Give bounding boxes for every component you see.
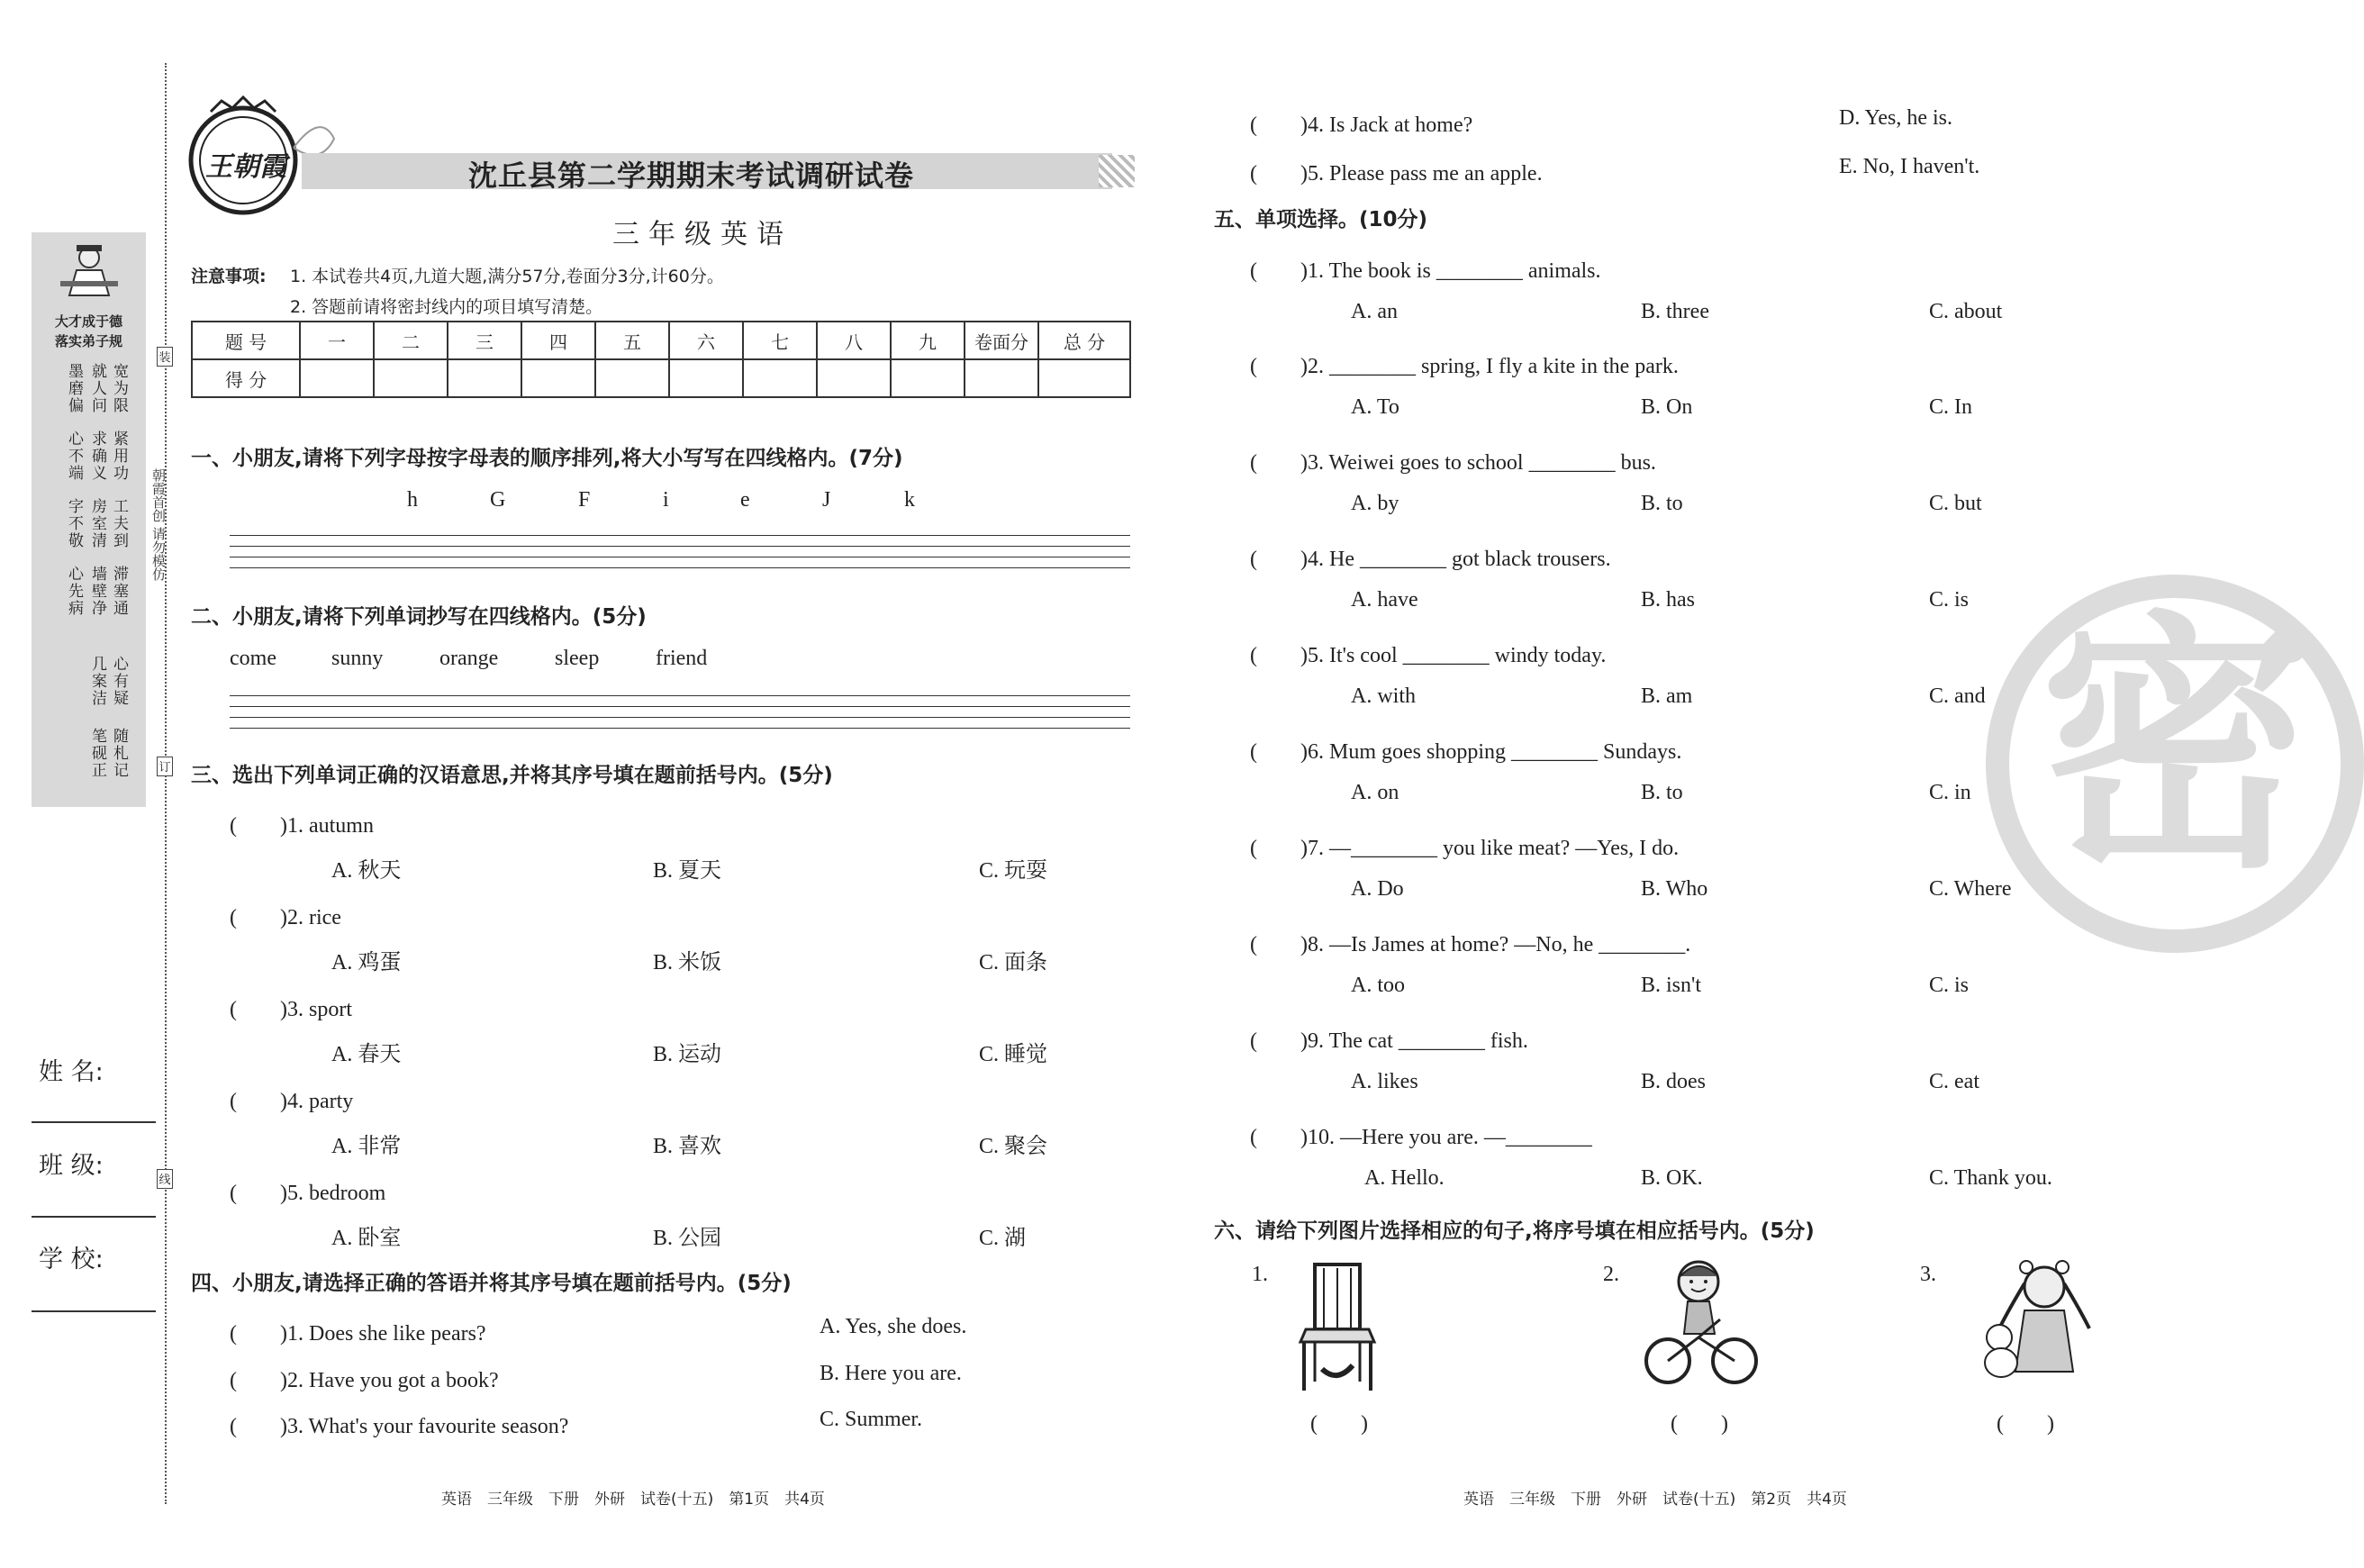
score-header: 九 <box>891 322 965 359</box>
s3-question[interactable]: ( )2. rice <box>230 906 341 929</box>
score-header: 二 <box>374 322 448 359</box>
motto-col: 心有疑 <box>110 656 128 707</box>
motto-col: 房室清 <box>88 498 106 549</box>
option-a: A. Hello. <box>1364 1166 1445 1190</box>
option-c: C. Thank you. <box>1929 1166 2052 1190</box>
s5-question[interactable]: ( )2. ________ spring, I fly a kite in the park. <box>1250 355 1679 378</box>
option-b: B. does <box>1641 1070 1706 1093</box>
school-label: 学 校: <box>39 1246 104 1273</box>
option-c: C. 玩耍 <box>979 859 1048 883</box>
option-c: C. 湖 <box>979 1227 1027 1250</box>
score-header: 六 <box>669 322 743 359</box>
motto-line-1: 大才成于德 <box>54 313 122 330</box>
word: friend <box>656 647 708 670</box>
option-a: A. Do <box>1351 877 1404 901</box>
s4-answer: B. Here you are. <box>820 1362 962 1385</box>
s5-question[interactable]: ( )1. The book is ________ animals. <box>1250 259 1601 283</box>
motto-col: 字不敬 <box>65 498 83 549</box>
option-b: B. 喜欢 <box>653 1135 722 1158</box>
picture-number: 1. <box>1252 1263 1268 1286</box>
option-c: C. in <box>1929 781 1971 804</box>
watermark-char: 密 <box>2040 590 2310 904</box>
motto-col: 墙壁净 <box>88 566 106 617</box>
score-cell[interactable] <box>374 359 448 397</box>
score-header: 七 <box>743 322 817 359</box>
option-b: B. has <box>1641 588 1695 612</box>
logo-text: 王朝霞 <box>205 151 286 183</box>
banner-pattern <box>1099 155 1135 187</box>
s4-question[interactable]: ( )3. What's your favourite season? <box>230 1415 569 1438</box>
option-c: C. Where <box>1929 877 2012 901</box>
seal-line <box>165 63 167 1504</box>
picture-number: 3. <box>1920 1263 1936 1286</box>
option-c: C. is <box>1929 588 1970 612</box>
motto-col: 求确义 <box>88 431 106 482</box>
section-6-title: 六、请给下列图片选择相应的句子,将序号填在相应括号内。(5分) <box>1214 1219 1815 1243</box>
motto-col: 墨磨偏 <box>65 363 83 414</box>
option-a: A. likes <box>1351 1070 1418 1093</box>
option-a: A. have <box>1351 588 1418 612</box>
motto-col: 心先病 <box>65 566 83 617</box>
s4-question[interactable]: ( )2. Have you got a book? <box>230 1369 499 1392</box>
binding-strip <box>32 232 146 807</box>
option-c: C. and <box>1929 684 1986 708</box>
motto-col: 心不端 <box>65 431 83 482</box>
option-b: B. three <box>1641 300 1709 323</box>
s3-question[interactable]: ( )5. bedroom <box>230 1182 386 1205</box>
score-row <box>192 359 1130 397</box>
option-b: B. 运动 <box>653 1043 722 1066</box>
s5-question[interactable]: ( )9. The cat ________ fish. <box>1250 1029 1528 1053</box>
motto-col: 滞塞通 <box>110 566 128 617</box>
option-b: B. to <box>1641 492 1683 515</box>
score-row-label: 得 分 <box>192 359 300 397</box>
option-a: A. too <box>1351 974 1405 997</box>
option-b: B. OK. <box>1641 1166 1703 1190</box>
score-table <box>191 321 1131 398</box>
motto-col: 随札记 <box>110 728 128 779</box>
school-field[interactable] <box>32 1310 156 1312</box>
s3-question[interactable]: ( )3. sport <box>230 998 352 1021</box>
option-a: A. by <box>1351 492 1399 515</box>
motto-col: 工夫到 <box>110 498 128 549</box>
score-cell[interactable] <box>448 359 521 397</box>
picture-1-blank[interactable]: ( ) <box>1310 1412 1368 1436</box>
bike-picture <box>1644 1256 1762 1391</box>
score-cell[interactable] <box>1038 359 1130 397</box>
word: come <box>230 647 276 670</box>
option-c: C. In <box>1929 395 1972 419</box>
option-c: C. is <box>1929 974 1970 997</box>
name-label: 姓 名: <box>39 1058 104 1086</box>
s5-question[interactable]: ( )3. Weiwei goes to school ________ bus. <box>1250 451 1656 475</box>
score-cell[interactable] <box>743 359 817 397</box>
option-b: B. Who <box>1641 877 1708 901</box>
teddy-picture <box>1972 1256 2107 1382</box>
motto-col: 宽为限 <box>110 363 128 414</box>
letter: F <box>578 488 591 512</box>
option-c: C. 面条 <box>979 951 1048 974</box>
score-header: 三 <box>448 322 521 359</box>
picture-3-blank[interactable]: ( ) <box>1997 1412 2054 1436</box>
score-header: 八 <box>817 322 891 359</box>
score-header: 四 <box>521 322 595 359</box>
option-a: A. To <box>1351 395 1399 419</box>
section-5-title: 五、单项选择。(10分) <box>1214 208 1428 231</box>
option-a: A. 非常 <box>331 1135 402 1158</box>
binding-mark: 线 <box>157 1169 173 1189</box>
note-line-1: 1. 本试卷共4页,九道大题,满分57分,卷面分3分,计60分。 <box>290 267 724 286</box>
s4-answer: E. No, I haven't. <box>1839 155 1980 178</box>
score-cell[interactable] <box>965 359 1038 397</box>
word: sleep <box>555 647 600 670</box>
brand-vertical: 朝霞首创 请勿模仿 <box>150 468 167 581</box>
word: orange <box>439 647 499 670</box>
score-cell[interactable] <box>817 359 891 397</box>
section-1-title: 一、小朋友,请将下列字母按字母表的顺序排列,将大小写写在四线格内。(7分) <box>191 447 903 470</box>
score-header-row <box>192 322 1130 359</box>
section-3-title: 三、选出下列单词正确的汉语意思,并将其序号填在题前括号内。(5分) <box>191 764 833 787</box>
class-label: 班 级: <box>39 1152 104 1180</box>
motto-col: 几案洁 <box>88 656 106 707</box>
score-cell[interactable] <box>300 359 374 397</box>
s5-question[interactable]: ( )8. —Is James at home? —No, he ________. <box>1250 933 1691 956</box>
option-c: C. about <box>1929 300 2003 323</box>
score-header: 总 分 <box>1038 322 1130 359</box>
scholar-icon <box>57 243 122 297</box>
option-c: C. 聚会 <box>979 1135 1048 1158</box>
s3-question[interactable]: ( )4. party <box>230 1090 354 1113</box>
option-a: A. 春天 <box>331 1043 402 1066</box>
section-2-title: 二、小朋友,请将下列单词抄写在四线格内。(5分) <box>191 605 647 629</box>
option-b: B. to <box>1641 781 1683 804</box>
motto-col: 笔砚正 <box>88 728 106 779</box>
option-b: B. am <box>1641 684 1693 708</box>
score-header: 一 <box>300 322 374 359</box>
score-header: 卷面分 <box>965 322 1038 359</box>
s5-question[interactable]: ( )5. It's cool ________ windy today. <box>1250 644 1607 667</box>
exam-subtitle: 三年级英语 <box>612 219 793 250</box>
letter: e <box>740 488 750 512</box>
score-header: 五 <box>595 322 669 359</box>
s4-answer: A. Yes, she does. <box>820 1315 967 1338</box>
option-a: A. with <box>1351 684 1416 708</box>
option-c: C. eat <box>1929 1070 1979 1093</box>
letter: J <box>822 488 831 512</box>
letter: G <box>490 488 506 512</box>
picture-2-blank[interactable]: ( ) <box>1671 1412 1728 1436</box>
option-b: B. 米饭 <box>653 951 722 974</box>
option-c: C. 睡觉 <box>979 1043 1048 1066</box>
motto-col: 紧用功 <box>110 431 128 482</box>
s3-question[interactable]: ( )1. autumn <box>230 814 374 838</box>
score-cell[interactable] <box>669 359 743 397</box>
s4-question[interactable]: ( )4. Is Jack at home? <box>1250 113 1473 137</box>
s4-answer: D. Yes, he is. <box>1839 106 1953 130</box>
page-footer-left: 英语 三年级 下册 外研 试卷(十五) 第1页 共4页 <box>441 1491 825 1509</box>
option-a: A. on <box>1351 781 1399 804</box>
option-b: B. On <box>1641 395 1693 419</box>
name-field[interactable] <box>32 1121 156 1123</box>
notes-label: 注意事项: <box>191 267 267 286</box>
option-a: A. 鸡蛋 <box>331 951 402 974</box>
letter: i <box>663 488 669 512</box>
letter: k <box>904 488 915 512</box>
option-a: A. an <box>1351 300 1398 323</box>
letter: h <box>407 488 418 512</box>
s5-question[interactable]: ( )4. He ________ got black trousers. <box>1250 548 1611 571</box>
option-a: A. 秋天 <box>331 859 402 883</box>
option-a: A. 卧室 <box>331 1227 402 1250</box>
chair-picture <box>1297 1259 1378 1394</box>
binding-mark: 装 <box>157 347 173 367</box>
exam-title: 沈丘县第二学期期末考试调研试卷 <box>468 159 915 193</box>
score-cell[interactable] <box>891 359 965 397</box>
s5-question[interactable]: ( )7. —________ you like meat? —Yes, I do. <box>1250 837 1680 860</box>
s5-question[interactable]: ( )6. Mum goes shopping ________ Sundays. <box>1250 740 1682 764</box>
option-b: B. 夏天 <box>653 859 722 883</box>
section-4-title: 四、小朋友,请选择正确的答语并将其序号填在题前括号内。(5分) <box>191 1272 792 1295</box>
score-header: 题 号 <box>192 322 300 359</box>
binding-mark: 订 <box>157 757 173 776</box>
s4-answer: C. Summer. <box>820 1408 923 1431</box>
motto-col: 就人问 <box>88 363 106 414</box>
s4-question[interactable]: ( )5. Please pass me an apple. <box>1250 162 1543 186</box>
class-field[interactable] <box>32 1216 156 1218</box>
page-footer-right: 英语 三年级 下册 外研 试卷(十五) 第2页 共4页 <box>1463 1491 1847 1509</box>
picture-number: 2. <box>1603 1263 1619 1286</box>
score-cell[interactable] <box>521 359 595 397</box>
option-c: C. but <box>1929 492 1982 515</box>
score-cell[interactable] <box>595 359 669 397</box>
word: sunny <box>331 647 384 670</box>
option-b: B. 公园 <box>653 1227 722 1250</box>
s5-question[interactable]: ( )10. —Here you are. —________ <box>1250 1126 1592 1149</box>
s4-question[interactable]: ( )1. Does she like pears? <box>230 1322 486 1346</box>
motto-line-2: 落实弟子规 <box>54 333 122 349</box>
note-line-2: 2. 答题前请将密封线内的项目填写清楚。 <box>290 297 603 317</box>
option-b: B. isn't <box>1641 974 1702 997</box>
